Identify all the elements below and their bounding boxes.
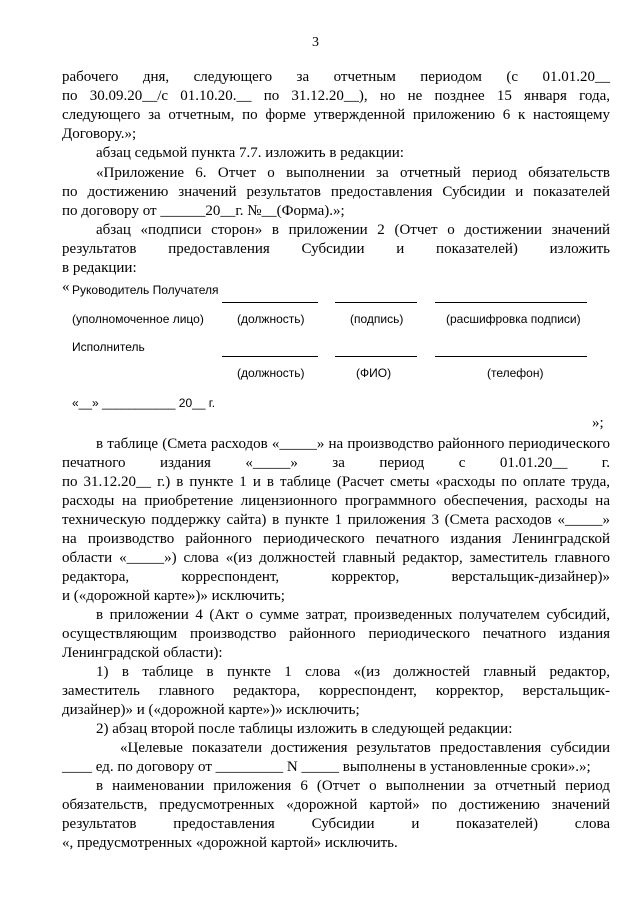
recipient-head-label: Руководитель Получателя — [72, 283, 219, 297]
text-line: редактора, корреспондент, корректор, верстальщик-дизайнер)» — [62, 569, 610, 585]
date-field: «__» ___________ 20__ г. — [72, 396, 216, 410]
text-line: в наименовании приложения 6 (Отчет о выполнении за отчетный период — [96, 778, 610, 794]
executor-label: Исполнитель — [72, 340, 145, 354]
text-line: осуществляющим производство районного периодического печатного издания — [62, 626, 610, 642]
page-number: 3 — [312, 35, 319, 50]
text-line: по 31.12.20__ г.) в пункте 1 и в таблице (Расчет сметы «расходы по оплате труда, — [62, 474, 610, 490]
text-line: техническую поддержку сайта) в пункте 1 приложения 3 (Смета расходов «_____» — [62, 512, 610, 528]
text-line: следующего за отчетным, по форме утвержденной приложению 6 к настоящему — [62, 107, 610, 123]
phone-line — [435, 356, 587, 357]
text-line: по достижению значений результатов предоставления Субсидии и показателей — [62, 184, 610, 200]
text-line: в редакции: — [62, 260, 137, 276]
text-line: Ленинградской области): — [62, 645, 223, 661]
authorized-label: (уполномоченное лицо) — [72, 312, 204, 326]
text-line: по договору от ______20__г. №__(Форма).»; — [62, 203, 345, 219]
position-caption: (должность) — [237, 366, 305, 380]
text-line: «Целевые показатели достижения результатов предоставления субсидии — [120, 740, 610, 756]
text-line: рабочего дня, следующего за отчетным периодом (с 01.01.20__ — [62, 69, 610, 85]
text-line: результатов предоставления Субсидии и показателей) изложить — [62, 241, 610, 257]
text-line: расходы на приобретение лицензионного программного обеспечения, расходы на — [62, 493, 610, 509]
text-line: и («дорожной карте»)» исключить; — [62, 588, 285, 604]
signature-line — [335, 302, 417, 303]
text-line: по 30.09.20__/с 01.10.20.__ по 31.12.20__), но не позднее 15 января года, — [62, 88, 610, 104]
text-line: абзац седьмой пункта 7.7. изложить в редакции: — [96, 145, 404, 161]
text-line: «, предусмотренных «дорожной картой» исключить. — [62, 835, 398, 851]
text-line: «Приложение 6. Отчет о выполнении за отчетный период обязательств — [96, 165, 610, 181]
position-caption: (должность) — [237, 312, 305, 326]
decoding-caption: (расшифровка подписи) — [446, 312, 581, 326]
text-line: Договору.»; — [62, 126, 137, 142]
text-line: на производство районного периодического печатного издания Ленинградской — [62, 531, 610, 547]
fio-line — [335, 356, 417, 357]
close-quote: »; — [592, 415, 604, 431]
text-line: дизайнер)» и («дорожной карте»)» исключить; — [62, 702, 360, 718]
text-line: области «_____») слова «(из должностей главный редактор, заместитель главного — [62, 550, 610, 566]
text-line: ____ ед. по договору от _________ N _____ выполнены в установленные сроки».»; — [62, 759, 591, 775]
signature-caption: (подпись) — [350, 312, 404, 326]
list-item-1: 1) в таблице в пункте 1 слова «(из должностей главный редактор, — [96, 664, 610, 680]
text-line: результатов предоставления Субсидии и показателей) слова — [62, 816, 610, 832]
list-item-2: 2) абзац второй после таблицы изложить в следующей редакции: — [96, 721, 513, 737]
open-quote: « — [62, 279, 70, 295]
text-line: абзац «подписи сторон» в приложении 2 (Отчет о достижении значений — [96, 222, 610, 238]
fio-caption: (ФИО) — [356, 366, 392, 380]
text-line: заместитель главного редактора, корреспондент, корректор, верстальщик- — [62, 683, 610, 699]
text-line: в приложении 4 (Акт о сумме затрат, произведенных получателем субсидий, — [96, 607, 610, 623]
text-line: в таблице (Смета расходов «_____» на производство районного периодического — [96, 436, 610, 452]
position-line — [222, 356, 318, 357]
phone-caption: (телефон) — [487, 366, 544, 380]
position-line — [222, 302, 318, 303]
text-line: обязательств, предусмотренных «дорожной картой» по достижению значений — [62, 797, 610, 813]
text-line: печатного издания «_____» за период с 01.01.20__ г. — [62, 455, 610, 471]
decoding-line — [435, 302, 587, 303]
